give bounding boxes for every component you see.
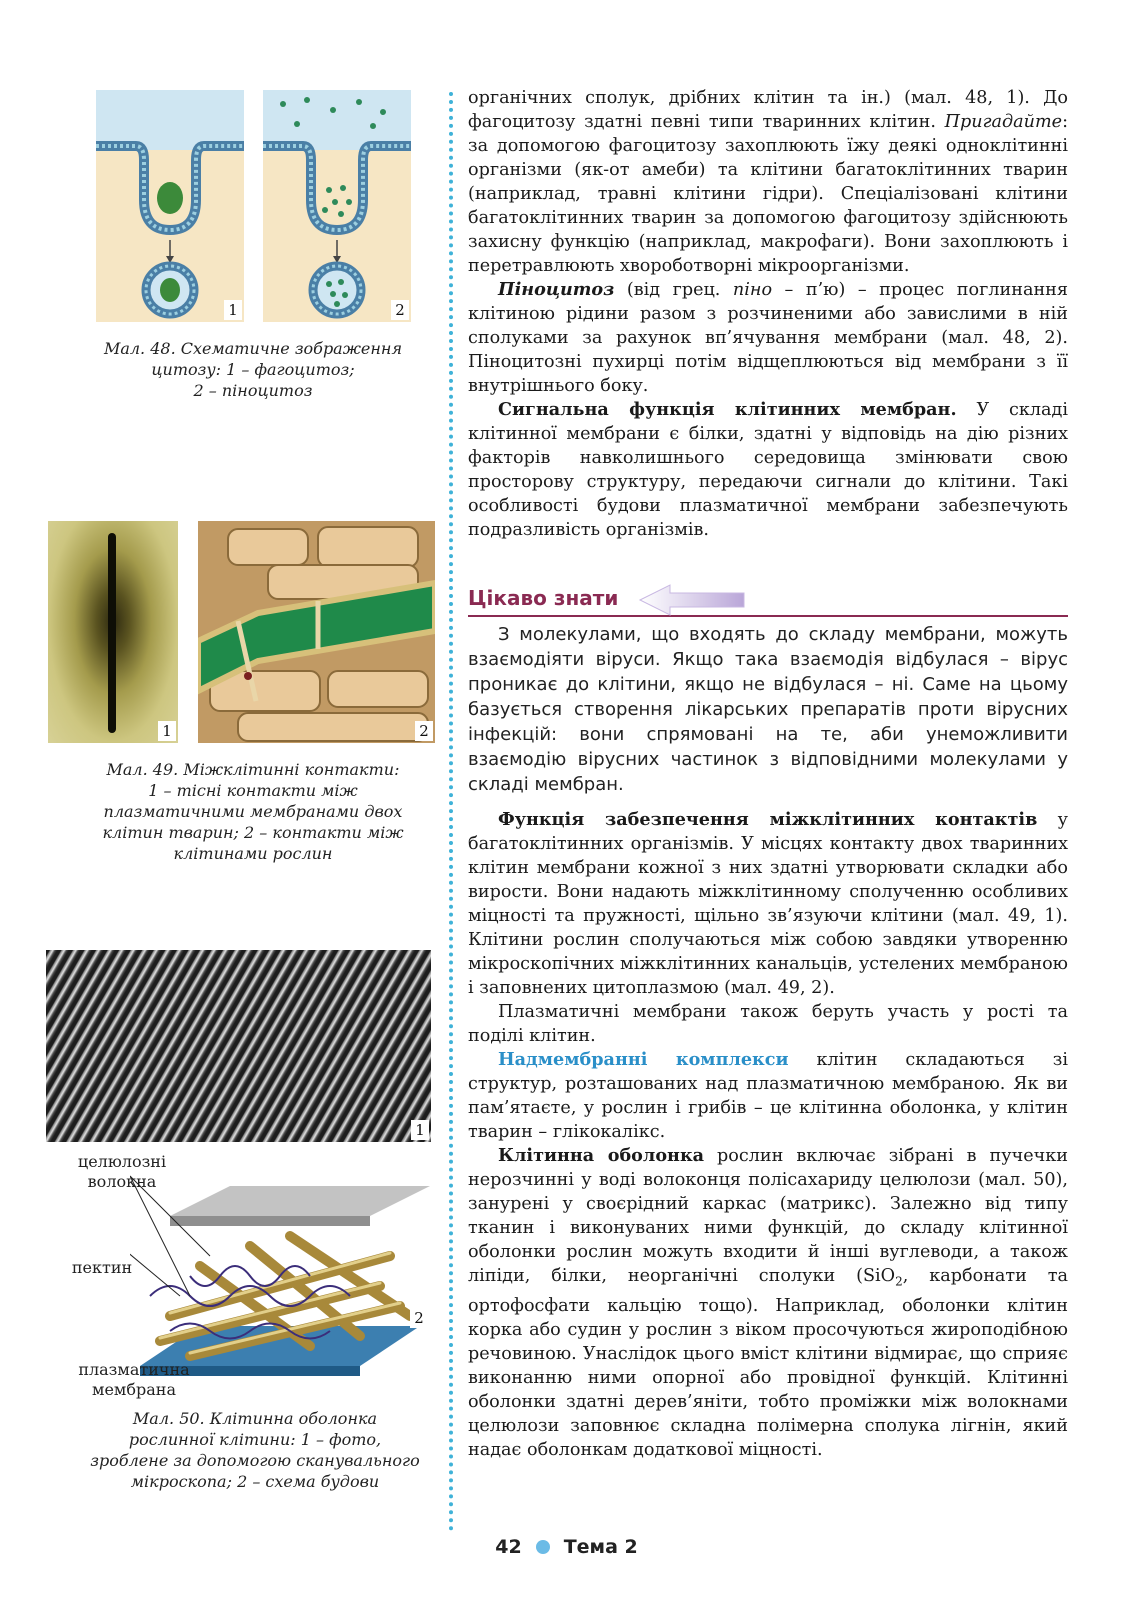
page-number: 42	[495, 1536, 522, 1558]
panel-label: 1	[158, 721, 176, 741]
main-text-bottom	[468, 808, 1068, 1462]
label-pectin: пектин	[71, 1258, 133, 1277]
panel-label: 1	[224, 300, 242, 320]
interesting-facts-text: З молекулами, що входять до складу мембрани, можуть взаємодіяти віруси. Якщо така взаємодія відбулася – вірус проникає до клітини, якщо не відбулася – ні. Саме на цьому базується створення лікарських препаратів проти вірусних інфекцій: вони спрямовані на те, аби унеможливити взаємодію вірусних частинок з відповідними молекулами у складі мембран.	[468, 624, 1068, 795]
label-plasma-membrane: плазматична мембрана	[78, 1360, 190, 1399]
panel-label: 2	[410, 1308, 428, 1328]
figure-48-panel-1	[96, 90, 244, 322]
panel-label: 1	[411, 1120, 429, 1140]
figure-50-caption: Мал. 50. Клітинна оболонка рослинної клітини: 1 – фото, зроблене за допомогою сканувального мікроскопа; 2 – схема будови	[90, 1409, 420, 1491]
arrow-left-icon	[638, 583, 748, 617]
paragraph-growth: Плазматичні мембрани також беруть участь у рості та поділі клітин.	[468, 1002, 1068, 1046]
paragraph-intercellular-contacts: Функція забезпечення міжклітинних контактів у багатоклітинних організмів. У місцях контакту двох тваринних клітин мембрани кожної з них здатні утворювати складки або вирости. Вони надають міжклітинному сполученню особливих міцності та пружності, щільно зв’язуючи клітини (мал. 49, 1). Клітини рослин сполучаються між собою завдяки утворенню мікроскопічних міжклітинних канальців, устелених мембраною і заповнених цитоплазмою (мал. 49, 2).	[468, 809, 1068, 998]
bullet-icon	[536, 1540, 550, 1554]
interesting-facts-title: Цікаво знати	[468, 586, 619, 610]
panel-label: 2	[415, 721, 433, 741]
figure-49-panel-2	[198, 521, 435, 743]
figure-50-photo	[46, 950, 431, 1142]
page-footer	[0, 1532, 1133, 1562]
figure-48-caption: Мал. 48. Схематичне зображення цитозу: 1 – фагоцитоз; 2 – піноцитоз	[103, 339, 403, 400]
paragraph-cell-wall: Клітинна оболонка рослин включає зібрані в пучечки нерозчинні у воді волоконця полісахариду целюлози (мал. 50), занурені у своєрідний каркас (матрикс). Залежно від типу тканин і виконуваних ними функцій, до складу клітинної оболонки рослин можуть входити й інші вуглеводи, а також ліпіди, білки, неорганічні сполуки (SiO$_2$, карбонати та ортофосфати кальцію тощо). Наприклад, оболонки клітин корка або судин у рослин з віком просочуються жироподібною речовиною. Унаслідок цього вміст клітини відмирає, що сприяє виконанню ними опорної або провідної функцій. Клітинні оболонки здатні дерев’яніти, тобто проміжки між волокнами целюлози заповнює складна полімерна сполука лігнін, який надає оболонкам додаткової міцності.	[468, 1145, 1068, 1460]
paragraph-supramembrane: Надмембранні комплекси клітин складаються зі структур, розташованих над плазматичною мембраною. Як ви пам’ятаєте, у рослин і грибів – це клітинна оболонка, у клітин тварин – глікокалікс.	[468, 1049, 1068, 1142]
figure-49-panel-1	[48, 521, 178, 743]
paragraph-phagocytosis: органічних сполук, дрібних клітин та ін.) (мал. 48, 1). До фагоцитозу здатні певні типи тваринних клітин. Пригадайте: за допомогою фагоцитозу захоплюють їжу деякі одноклітинні організми (як-от амеби) та клітини багатоклітинних тварин (наприклад, травні клітини гідри). Спеціалізовані клітини багатоклітинних тварин за допомогою фагоцитозу здійснюють захисну функцію (наприклад, макрофаги). Вони захоплюють і перетравлюють хвороботворні мікроорганізми.	[468, 88, 1068, 276]
panel-label: 2	[391, 300, 409, 320]
figure-48-panel-2	[263, 90, 411, 322]
figure-49-caption: Мал. 49. Міжклітинні контакти: 1 – тісні контакти між плазматичними мембранами двох клітин тварин; 2 – контакти між клітинами рослин	[102, 760, 404, 863]
paragraph-pinocytosis: Піноцитоз (від грец. піно – п’ю) – процес поглинання клітиною рідини разом з розчиненими або завислими в ній сполуками за рахунок вп’ячування мембрани (мал. 48, 2). Піноцитозні пухирці потім відщеплюються від мембрани з її внутрішнього боку.	[468, 279, 1068, 396]
interesting-facts-box	[468, 622, 1068, 797]
main-text-top	[468, 86, 1068, 542]
label-cellulose-fibers: целюлозні волокна	[77, 1152, 167, 1191]
column-divider	[449, 92, 453, 1532]
topic-label: Тема 2	[563, 1536, 638, 1558]
paragraph-signal-function: Сигнальна функція клітинних мембран. У складі клітинної мембрани є білки, здатні у відповідь на дію різних факторів навколишнього середовища змінювати свою просторову структуру, передаючи сигнали до клітини. Такі особливості будови плазматичної мембрани забезпечують подразливість організмів.	[468, 399, 1069, 540]
interesting-facts-header	[468, 581, 1068, 617]
